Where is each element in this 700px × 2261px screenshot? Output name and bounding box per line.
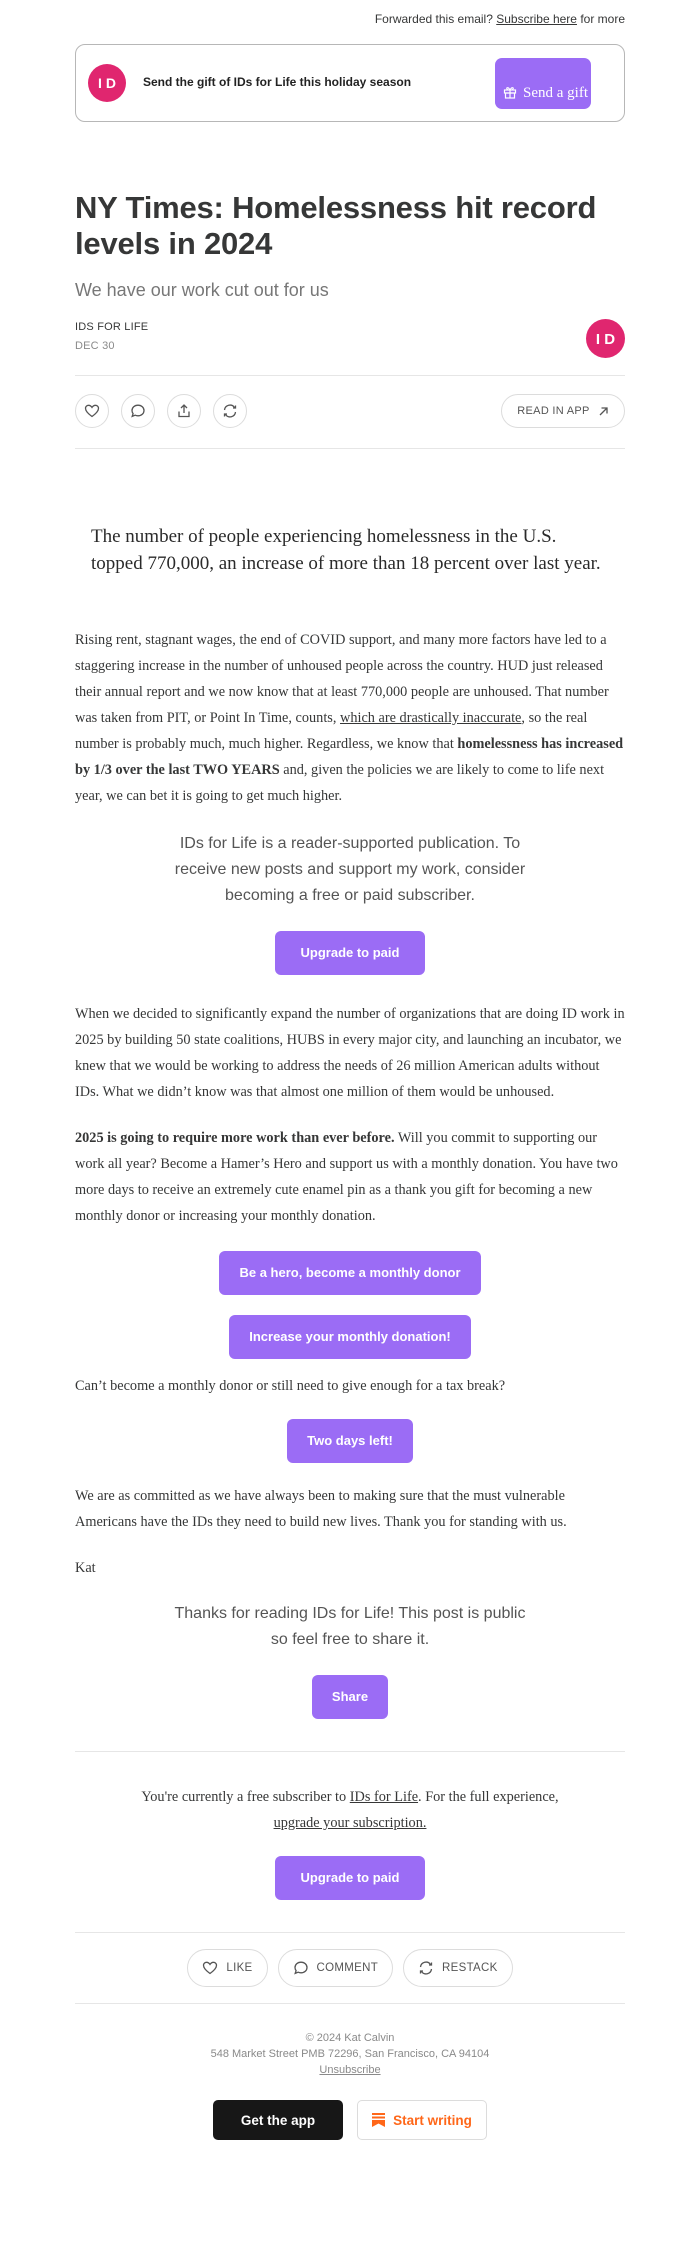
subscribe-link[interactable]: Subscribe here <box>496 12 577 26</box>
legal-footer <box>75 2030 625 2078</box>
content-column <box>75 0 625 2140</box>
start-writing-label: Start writing <box>393 2112 472 2128</box>
forwarded-suffix: for more <box>580 12 625 26</box>
p1-text-a: Rising rent, stagnant wages, the end of COVID support, and many more factors have led to a staggering increase in the number of unhoused people across the country. HUD just released their annual report and we now know that at least 770,000 people are unhoused. That number was taken from PIT, or Point In Time, counts, <box>75 632 609 726</box>
send-gift-label: Send a gift <box>523 85 588 101</box>
comment-label: COMMENT <box>316 1962 379 1974</box>
start-writing-button[interactable] <box>357 2100 487 2140</box>
comment-icon <box>130 403 146 419</box>
app-buttons <box>75 2100 625 2140</box>
byline <box>75 319 625 375</box>
share-icon <box>176 403 192 419</box>
comment-icon <box>293 1960 309 1976</box>
publication-link[interactable]: IDs for Life <box>349 1789 419 1805</box>
p3-bold: 2025 is going to require more work than ever before. <box>75 1130 395 1146</box>
footer-like-button[interactable] <box>187 1949 267 1987</box>
gift-text: Send the gift of IDs for Life this holiday season <box>143 75 412 89</box>
divider <box>75 448 625 449</box>
share-button[interactable]: Share <box>312 1675 388 1719</box>
restack-label: RESTACK <box>442 1962 498 1974</box>
restack-icon <box>418 1960 434 1976</box>
forwarded-notice <box>75 0 625 34</box>
subscribe-cta-text: IDs for Life is a reader-supported publication. To receive new posts and support my work, consider becoming a free or paid subscriber. <box>174 835 526 904</box>
sub-text-b: . For the full experience, <box>418 1789 559 1805</box>
paragraph-1 <box>75 627 625 809</box>
restack-icon <box>222 403 238 419</box>
paragraph-2: When we decided to significantly expand the number of organizations that are doing ID work in 2025 by building 50 state coalitions, HUBS in every major city, and launching an incubator, we knew that we would be working to address the needs of 26 million American adults without IDs. What we didn’t know was that almost one million of them would be unhoused. <box>75 1006 625 1100</box>
post-subtitle: We have our work cut out for us <box>75 280 329 300</box>
upgrade-to-paid-button[interactable]: Upgrade to paid <box>275 931 426 975</box>
like-label: LIKE <box>226 1962 253 1974</box>
publication-logo-icon <box>88 64 126 102</box>
footer-action-bar <box>75 1933 625 2003</box>
arrow-up-right-icon <box>598 406 609 417</box>
svg-text:I D: I D <box>595 331 616 348</box>
comment-button[interactable] <box>121 394 155 428</box>
paragraph-5: We are as committed as we have always been to making sure that the must vulnerable Americans have the IDs they need to build new lives. Thank you for standing with us. <box>75 1488 567 1530</box>
share-button-top[interactable] <box>167 394 201 428</box>
paragraph-4: Can’t become a monthly donor or still need to give enough for a tax break? <box>75 1378 506 1394</box>
post-date: DEC 30 <box>75 340 115 352</box>
share-cta-text: Thanks for reading IDs for Life! This post is public so feel free to share it. <box>174 1605 526 1648</box>
p3-text: Will you commit to supporting our work all year? Become a Hamer’s Hero and support us with a monthly donation. You have two more days to receive an extremely cute enamel pin as a thank you gift for becoming a new monthly donor or increasing your monthly donation. <box>75 1130 618 1224</box>
restack-button-top[interactable] <box>213 394 247 428</box>
copyright: © 2024 Kat Calvin <box>305 2032 395 2044</box>
substack-logo-icon <box>372 2113 385 2127</box>
p1-text-b: , so the real number is probably much, much higher. Regardless, we know that <box>75 710 588 752</box>
subscription-notice <box>75 1784 625 1836</box>
increase-donation-button[interactable]: Increase your monthly donation! <box>229 1315 471 1359</box>
svg-text:I D: I D <box>98 75 116 91</box>
monthly-donor-button[interactable]: Be a hero, become a monthly donor <box>219 1251 480 1295</box>
read-in-app-button[interactable] <box>501 394 625 428</box>
post-body <box>75 627 625 1719</box>
signoff: Kat <box>75 1560 96 1576</box>
gift-banner <box>75 44 625 122</box>
get-the-app-button[interactable]: Get the app <box>213 2100 343 2140</box>
sub-text-a: You're currently a free subscriber to <box>141 1789 347 1805</box>
forwarded-text: Forwarded this email? <box>374 12 493 26</box>
read-in-app-label: READ IN APP <box>517 405 590 417</box>
p1-text-c: and, given the policies we are likely to come to life next year, we can bet it is going to get much higher. <box>75 762 605 804</box>
heart-icon <box>84 403 100 419</box>
publication-name[interactable]: IDS FOR LIFE <box>75 321 149 333</box>
like-button[interactable] <box>75 394 109 428</box>
paragraph-3 <box>75 1125 625 1229</box>
author-avatar-icon[interactable] <box>586 319 625 358</box>
send-gift-button[interactable] <box>495 58 591 109</box>
upgrade-subscription-link[interactable]: upgrade your subscription. <box>273 1815 427 1831</box>
gift-icon <box>503 85 517 99</box>
pull-quote: The number of people experiencing homelessness in the U.S. topped 770,000, an increase of more than 18 percent over last year. <box>91 526 601 574</box>
footer-restack-button[interactable] <box>403 1949 513 1987</box>
unsubscribe-link[interactable]: Unsubscribe <box>319 2064 381 2076</box>
heart-icon <box>202 1960 218 1976</box>
divider <box>75 1751 625 1752</box>
divider <box>75 2003 625 2004</box>
footer-upgrade-button[interactable]: Upgrade to paid <box>275 1856 426 1900</box>
footer-comment-button[interactable] <box>278 1949 394 1987</box>
two-days-left-button[interactable]: Two days left! <box>287 1419 413 1463</box>
mailing-address: 548 Market Street PMB 72296, San Francisco, CA 94104 <box>210 2048 490 2060</box>
post-title[interactable]: NY Times: Homelessness hit record levels in 2024 <box>75 190 597 261</box>
post-action-bar <box>75 376 625 448</box>
inaccurate-counts-link[interactable]: which are drastically inaccurate <box>340 710 522 726</box>
p1-bold: homelessness has increased by 1/3 over the last TWO YEARS <box>75 736 624 778</box>
